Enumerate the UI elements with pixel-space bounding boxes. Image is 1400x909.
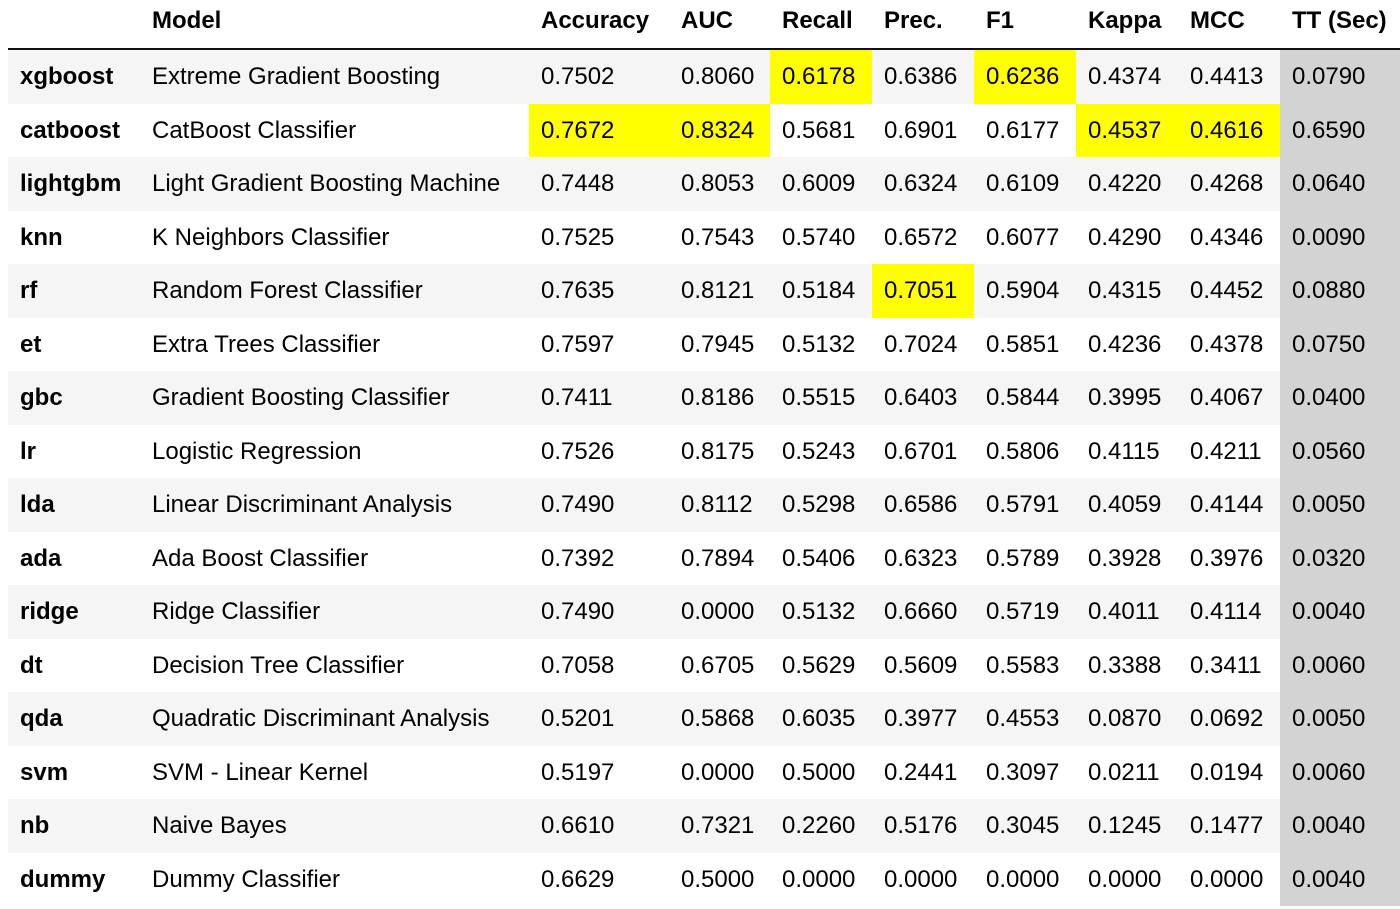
index-cell: gbc bbox=[20, 384, 63, 411]
auc-cell: 0.8121 bbox=[681, 277, 755, 304]
recall-cell: 0.5515 bbox=[782, 384, 856, 411]
table-row bbox=[8, 853, 1400, 907]
accuracy-cell: 0.7058 bbox=[541, 651, 615, 679]
kappa-cell: 0.4115 bbox=[1088, 437, 1160, 465]
accuracy-cell: 0.7411 bbox=[541, 384, 613, 411]
f1-cell: 0.6109 bbox=[986, 170, 1060, 197]
accuracy-cell: 0.7392 bbox=[541, 544, 615, 572]
auc-cell: 0.5000 bbox=[681, 865, 755, 893]
auc-cell: 0.8186 bbox=[681, 384, 755, 411]
kappa-cell: 0.4374 bbox=[1088, 63, 1162, 90]
accuracy-cell: 0.6629 bbox=[541, 865, 615, 893]
mcc-cell: 0.4067 bbox=[1190, 384, 1264, 411]
model-name-cell: Gradient Boosting Classifier bbox=[152, 384, 450, 411]
prec-cell: 0.6324 bbox=[884, 170, 958, 197]
accuracy-cell: 0.7597 bbox=[541, 330, 615, 358]
prec-cell: 0.5176 bbox=[884, 812, 958, 839]
table-row bbox=[8, 746, 1400, 800]
mcc-cell: 0.4378 bbox=[1190, 330, 1264, 358]
mcc-cell: 0.4452 bbox=[1190, 277, 1264, 304]
prec-cell: 0.6901 bbox=[884, 116, 958, 144]
recall-cell: 0.5406 bbox=[782, 544, 856, 572]
tt-cell: 0.0560 bbox=[1280, 425, 1400, 479]
prec-cell: 0.6323 bbox=[884, 544, 958, 572]
auc-cell: 0.8324 bbox=[669, 104, 770, 158]
mcc-cell: 0.4268 bbox=[1190, 170, 1264, 197]
table-row bbox=[8, 639, 1400, 693]
tt-cell: 0.0400 bbox=[1280, 371, 1400, 425]
index-cell: knn bbox=[20, 223, 63, 251]
tt-cell: 0.0060 bbox=[1280, 746, 1400, 800]
header-kappa[interactable]: Kappa bbox=[1088, 7, 1162, 34]
recall-cell: 0.5184 bbox=[782, 277, 856, 304]
accuracy-cell: 0.7490 bbox=[541, 491, 615, 518]
prec-cell: 0.6586 bbox=[884, 491, 958, 518]
kappa-cell: 0.3995 bbox=[1088, 384, 1162, 411]
recall-cell: 0.5681 bbox=[782, 116, 856, 144]
f1-cell: 0.4553 bbox=[986, 705, 1060, 732]
kappa-cell: 0.4537 bbox=[1076, 104, 1178, 158]
recall-cell: 0.6009 bbox=[782, 170, 856, 197]
auc-cell: 0.8175 bbox=[681, 437, 755, 465]
header-tt[interactable]: TT (Sec) bbox=[1292, 7, 1387, 34]
tt-cell: 0.0880 bbox=[1280, 264, 1400, 318]
header-recall[interactable]: Recall bbox=[782, 7, 853, 34]
mcc-cell: 0.4616 bbox=[1178, 104, 1280, 158]
kappa-cell: 0.3928 bbox=[1088, 544, 1162, 572]
auc-cell: 0.7945 bbox=[681, 330, 755, 358]
f1-cell: 0.6236 bbox=[974, 50, 1076, 104]
recall-cell: 0.5298 bbox=[782, 491, 856, 518]
model-name-cell: Decision Tree Classifier bbox=[152, 651, 405, 679]
table-row bbox=[8, 211, 1400, 265]
f1-cell: 0.0000 bbox=[986, 865, 1060, 893]
prec-cell: 0.0000 bbox=[884, 865, 958, 893]
accuracy-cell: 0.7490 bbox=[541, 598, 615, 625]
kappa-cell: 0.3388 bbox=[1088, 651, 1162, 679]
kappa-cell: 0.4011 bbox=[1088, 598, 1160, 625]
table-row bbox=[8, 50, 1400, 104]
tt-cell: 0.0750 bbox=[1280, 318, 1400, 372]
mcc-cell: 0.3411 bbox=[1190, 651, 1262, 679]
f1-cell: 0.3045 bbox=[986, 812, 1060, 839]
recall-cell: 0.5132 bbox=[782, 598, 856, 625]
accuracy-cell: 0.7502 bbox=[541, 63, 615, 90]
kappa-cell: 0.4315 bbox=[1088, 277, 1162, 304]
prec-cell: 0.3977 bbox=[884, 705, 958, 732]
accuracy-cell: 0.7672 bbox=[529, 104, 669, 158]
accuracy-cell: 0.5197 bbox=[541, 758, 615, 786]
index-cell: svm bbox=[20, 758, 69, 786]
table-row bbox=[8, 318, 1400, 372]
prec-cell: 0.6660 bbox=[884, 598, 958, 625]
model-name-cell: Quadratic Discriminant Analysis bbox=[152, 705, 490, 732]
prec-cell: 0.6701 bbox=[884, 437, 958, 465]
kappa-cell: 0.4059 bbox=[1088, 491, 1162, 518]
index-cell: et bbox=[20, 330, 42, 358]
recall-cell: 0.6178 bbox=[770, 50, 872, 104]
tt-cell: 0.0790 bbox=[1280, 50, 1400, 104]
mcc-cell: 0.0000 bbox=[1190, 865, 1264, 893]
recall-cell: 0.5000 bbox=[782, 758, 856, 786]
table-row bbox=[8, 799, 1400, 853]
index-cell: xgboost bbox=[20, 63, 114, 90]
accuracy-cell: 0.7635 bbox=[541, 277, 615, 304]
accuracy-cell: 0.7525 bbox=[541, 223, 615, 251]
kappa-cell: 0.0870 bbox=[1088, 705, 1162, 732]
model-name-cell: Light Gradient Boosting Machine bbox=[152, 170, 501, 197]
header-model[interactable]: Model bbox=[152, 7, 222, 34]
prec-cell: 0.6572 bbox=[884, 223, 958, 251]
f1-cell: 0.5789 bbox=[986, 544, 1060, 572]
accuracy-cell: 0.7526 bbox=[541, 437, 615, 465]
index-cell: dummy bbox=[20, 865, 106, 893]
recall-cell: 0.2260 bbox=[782, 812, 856, 839]
table-row bbox=[8, 104, 1400, 158]
kappa-cell: 0.4220 bbox=[1088, 170, 1162, 197]
f1-cell: 0.5904 bbox=[986, 277, 1060, 304]
prec-cell: 0.7051 bbox=[872, 264, 974, 318]
header-accuracy[interactable]: Accuracy bbox=[541, 7, 650, 34]
table-header bbox=[8, 0, 1400, 50]
tt-cell: 0.0050 bbox=[1280, 692, 1400, 746]
f1-cell: 0.5583 bbox=[986, 651, 1060, 679]
index-cell: lightgbm bbox=[20, 170, 122, 197]
auc-cell: 0.0000 bbox=[681, 758, 755, 786]
prec-cell: 0.2441 bbox=[884, 758, 958, 786]
model-name-cell: SVM - Linear Kernel bbox=[152, 758, 369, 786]
table-row bbox=[8, 585, 1400, 639]
model-name-cell: Random Forest Classifier bbox=[152, 277, 423, 304]
index-cell: catboost bbox=[20, 116, 121, 144]
tt-cell: 0.0090 bbox=[1280, 211, 1400, 265]
model-name-cell: Extreme Gradient Boosting bbox=[152, 63, 441, 90]
table-row bbox=[8, 371, 1400, 425]
auc-cell: 0.8060 bbox=[681, 63, 755, 90]
model-name-cell: Extra Trees Classifier bbox=[152, 330, 381, 358]
model-name-cell: K Neighbors Classifier bbox=[152, 223, 390, 251]
table-body bbox=[8, 50, 1400, 906]
mcc-cell: 0.4114 bbox=[1190, 598, 1262, 625]
model-name-cell: Ridge Classifier bbox=[152, 598, 321, 625]
index-cell: ridge bbox=[20, 598, 79, 625]
tt-cell: 0.0040 bbox=[1280, 799, 1400, 853]
tt-cell: 0.0050 bbox=[1280, 478, 1400, 532]
table-row bbox=[8, 425, 1400, 479]
model-comparison-table bbox=[8, 0, 1400, 906]
auc-cell: 0.6705 bbox=[681, 651, 755, 679]
auc-cell: 0.0000 bbox=[681, 598, 755, 625]
f1-cell: 0.5851 bbox=[986, 330, 1060, 358]
tt-cell: 0.0040 bbox=[1280, 853, 1400, 907]
kappa-cell: 0.0000 bbox=[1088, 865, 1162, 893]
tt-cell: 0.0640 bbox=[1280, 157, 1400, 211]
table-row bbox=[8, 264, 1400, 318]
auc-cell: 0.8053 bbox=[681, 170, 755, 197]
mcc-cell: 0.4144 bbox=[1190, 491, 1264, 518]
mcc-cell: 0.4346 bbox=[1190, 223, 1264, 251]
recall-cell: 0.5243 bbox=[782, 437, 856, 465]
header-auc[interactable]: AUC bbox=[681, 7, 733, 34]
index-cell: dt bbox=[20, 651, 43, 679]
tt-cell: 0.0060 bbox=[1280, 639, 1400, 693]
header-mcc[interactable]: MCC bbox=[1190, 7, 1245, 34]
table-row bbox=[8, 478, 1400, 532]
prec-cell: 0.6386 bbox=[884, 63, 958, 90]
mcc-cell: 0.3976 bbox=[1190, 544, 1264, 572]
mcc-cell: 0.1477 bbox=[1190, 812, 1264, 839]
f1-cell: 0.6177 bbox=[986, 116, 1060, 144]
mcc-cell: 0.0692 bbox=[1190, 705, 1264, 732]
prec-cell: 0.7024 bbox=[884, 330, 958, 358]
recall-cell: 0.5629 bbox=[782, 651, 856, 679]
recall-cell: 0.6035 bbox=[782, 705, 856, 732]
auc-cell: 0.7543 bbox=[681, 223, 755, 251]
index-cell: ada bbox=[20, 544, 62, 572]
table-row bbox=[8, 157, 1400, 211]
recall-cell: 0.5740 bbox=[782, 223, 856, 251]
model-name-cell: Linear Discriminant Analysis bbox=[152, 491, 453, 518]
f1-cell: 0.5806 bbox=[986, 437, 1060, 465]
model-name-cell: Dummy Classifier bbox=[152, 865, 341, 893]
mcc-cell: 0.4413 bbox=[1190, 63, 1264, 90]
model-name-cell: CatBoost Classifier bbox=[152, 116, 357, 144]
index-cell: lda bbox=[20, 491, 55, 518]
f1-cell: 0.5844 bbox=[986, 384, 1060, 411]
model-name-cell: Logistic Regression bbox=[152, 437, 362, 465]
accuracy-cell: 0.6610 bbox=[541, 812, 615, 839]
prec-cell: 0.6403 bbox=[884, 384, 958, 411]
f1-cell: 0.6077 bbox=[986, 223, 1060, 251]
f1-cell: 0.3097 bbox=[986, 758, 1060, 786]
tt-cell: 0.6590 bbox=[1280, 104, 1400, 158]
index-cell: qda bbox=[20, 705, 63, 732]
table-row bbox=[8, 532, 1400, 586]
model-name-cell: Ada Boost Classifier bbox=[152, 544, 369, 572]
mcc-cell: 0.4211 bbox=[1190, 437, 1262, 465]
auc-cell: 0.8112 bbox=[681, 491, 753, 518]
auc-cell: 0.7321 bbox=[681, 812, 755, 839]
auc-cell: 0.5868 bbox=[681, 705, 755, 732]
recall-cell: 0.0000 bbox=[782, 865, 856, 893]
tt-cell: 0.0040 bbox=[1280, 585, 1400, 639]
model-name-cell: Naive Bayes bbox=[152, 812, 287, 839]
f1-cell: 0.5791 bbox=[986, 491, 1060, 518]
table-row bbox=[8, 692, 1400, 746]
kappa-cell: 0.1245 bbox=[1088, 812, 1162, 839]
index-cell: nb bbox=[20, 812, 50, 839]
kappa-cell: 0.0211 bbox=[1088, 758, 1160, 786]
mcc-cell: 0.0194 bbox=[1190, 758, 1264, 786]
auc-cell: 0.7894 bbox=[681, 544, 755, 572]
index-cell: rf bbox=[20, 277, 38, 304]
prec-cell: 0.5609 bbox=[884, 651, 958, 679]
kappa-cell: 0.4290 bbox=[1088, 223, 1162, 251]
header-prec[interactable]: Prec. bbox=[884, 7, 943, 34]
tt-cell: 0.0320 bbox=[1280, 532, 1400, 586]
header-f1[interactable]: F1 bbox=[986, 7, 1015, 34]
accuracy-cell: 0.5201 bbox=[541, 705, 615, 732]
kappa-cell: 0.4236 bbox=[1088, 330, 1162, 358]
recall-cell: 0.5132 bbox=[782, 330, 856, 358]
index-cell: lr bbox=[20, 437, 37, 465]
f1-cell: 0.5719 bbox=[986, 598, 1060, 625]
accuracy-cell: 0.7448 bbox=[541, 170, 615, 197]
